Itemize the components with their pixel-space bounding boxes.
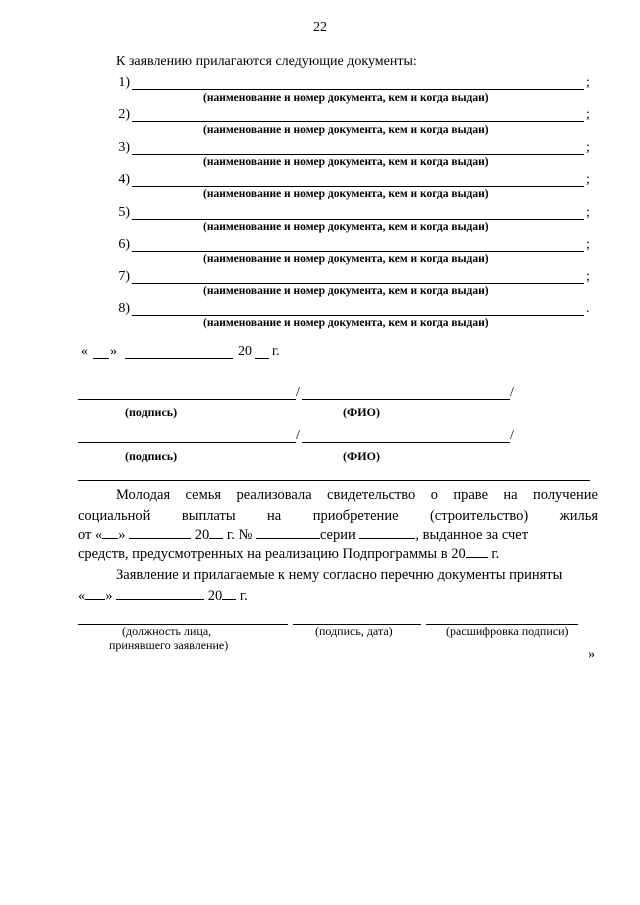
signature-field[interactable] <box>78 399 296 400</box>
signature-field[interactable] <box>78 442 296 443</box>
doc-item-field[interactable] <box>132 283 584 284</box>
cert-g-no: г. № <box>226 527 253 543</box>
doc-item-caption: (наименование и номер документа, кем и когда выдан) <box>203 156 489 168</box>
certificate-line-3 <box>78 526 598 544</box>
decode-label: (расшифровка подписи) <box>446 624 569 638</box>
doc-item-number: 2) <box>118 107 130 122</box>
acceptance-text: Заявление и прилагаемые к нему согласно перечню документы приняты <box>116 567 563 583</box>
doc-item-end: ; <box>586 237 590 252</box>
certificate-line-1: Молодая семья реализовала свидетельство о праве на получение <box>116 487 598 503</box>
fio-slash: / <box>510 428 514 443</box>
fio-slash: / <box>510 385 514 400</box>
fio-label: (ФИО) <box>343 449 380 463</box>
doc-item-caption: (наименование и номер документа, кем и когда выдан) <box>203 92 489 104</box>
doc-item-field[interactable] <box>132 186 584 187</box>
signature-label: (подпись) <box>125 449 178 463</box>
date-year-field[interactable] <box>255 358 269 359</box>
doc-item-end: ; <box>586 172 590 187</box>
doc-item-caption: (наименование и номер документа, кем и когда выдан) <box>203 124 489 136</box>
date-year-suffix: г. <box>272 344 280 359</box>
doc-item-end: ; <box>586 269 590 284</box>
doc-item-caption: (наименование и номер документа, кем и когда выдан) <box>203 221 489 233</box>
cert-from: от « <box>78 527 103 543</box>
fio-field[interactable] <box>302 442 510 443</box>
cert-number-field[interactable] <box>256 526 320 539</box>
closing-quote: » <box>588 647 595 662</box>
signature-slash: / <box>296 385 300 400</box>
doc-item-end: ; <box>586 107 590 122</box>
position-label-1: (должность лица, <box>122 624 212 638</box>
doc-item-caption: (наименование и номер документа, кем и когда выдан) <box>203 317 489 329</box>
date-close-quote: » <box>110 344 117 359</box>
doc-item-number: 8) <box>118 301 130 316</box>
signature-label: (подпись) <box>125 405 178 419</box>
doc-item-field[interactable] <box>132 219 584 220</box>
doc-item-field[interactable] <box>132 121 584 122</box>
doc-item-number: 6) <box>118 237 130 252</box>
doc-item-number: 7) <box>118 269 130 284</box>
cert-line4-text: средств, предусмотренных на реализацию Подпрограммы в 20 <box>78 546 466 562</box>
doc-item-end: ; <box>586 140 590 155</box>
certificate-line-2: социальной выплаты на приобретение (строительство) жилья <box>78 508 598 524</box>
doc-item-caption: (наименование и номер документа, кем и когда выдан) <box>203 188 489 200</box>
fio-field[interactable] <box>302 399 510 400</box>
certificate-line-4 <box>78 545 499 563</box>
cert-series-label: серии <box>319 527 356 543</box>
doc-item-number: 5) <box>118 205 130 220</box>
acceptance-open-quote: « <box>78 588 86 604</box>
cert-month-field[interactable] <box>129 526 191 539</box>
fio-label: (ФИО) <box>343 405 380 419</box>
date-month-field[interactable] <box>125 358 233 359</box>
signature-slash: / <box>296 428 300 443</box>
sign-date-label: (подпись, дата) <box>315 624 393 638</box>
doc-item-end: . <box>586 301 590 316</box>
acceptance-day-field[interactable] <box>85 587 105 600</box>
position-label-2: принявшего заявление) <box>109 638 229 652</box>
doc-item-end: ; <box>586 205 590 220</box>
cert-day-field[interactable] <box>102 526 118 539</box>
date-open-quote: « <box>81 344 88 359</box>
cert-line4-end: г. <box>491 546 500 562</box>
acceptance-month-field[interactable] <box>116 587 204 600</box>
doc-item-field[interactable] <box>132 251 584 252</box>
cert-close-quote: » <box>118 527 126 543</box>
doc-item-number: 4) <box>118 172 130 187</box>
doc-item-end: ; <box>586 75 590 90</box>
acceptance-close-quote: » <box>105 588 113 604</box>
doc-item-field[interactable] <box>132 315 584 316</box>
documents-intro: К заявлению прилагаются следующие документы: <box>116 54 417 69</box>
doc-item-caption: (наименование и номер документа, кем и когда выдан) <box>203 253 489 265</box>
cert-series-field[interactable] <box>359 526 415 539</box>
cert-subprogram-year-field[interactable] <box>466 545 488 558</box>
doc-item-field[interactable] <box>132 154 584 155</box>
doc-item-caption: (наименование и номер документа, кем и когда выдан) <box>203 285 489 297</box>
date-day-field[interactable] <box>93 358 109 359</box>
doc-item-number: 3) <box>118 140 130 155</box>
acceptance-year-prefix: 20 <box>207 588 223 604</box>
section-divider <box>78 480 590 481</box>
cert-year-prefix: 20 <box>194 527 210 543</box>
cert-issued-text: , выданное за счет <box>415 527 529 543</box>
acceptance-year-field[interactable] <box>222 587 236 600</box>
date-year-prefix: 20 <box>238 344 252 359</box>
doc-item-number: 1) <box>118 75 130 90</box>
acceptance-date-line <box>78 587 248 605</box>
acceptance-year-suffix: г. <box>239 588 248 604</box>
cert-year-field[interactable] <box>209 526 223 539</box>
page-number: 22 <box>313 20 327 35</box>
doc-item-field[interactable] <box>132 89 584 90</box>
